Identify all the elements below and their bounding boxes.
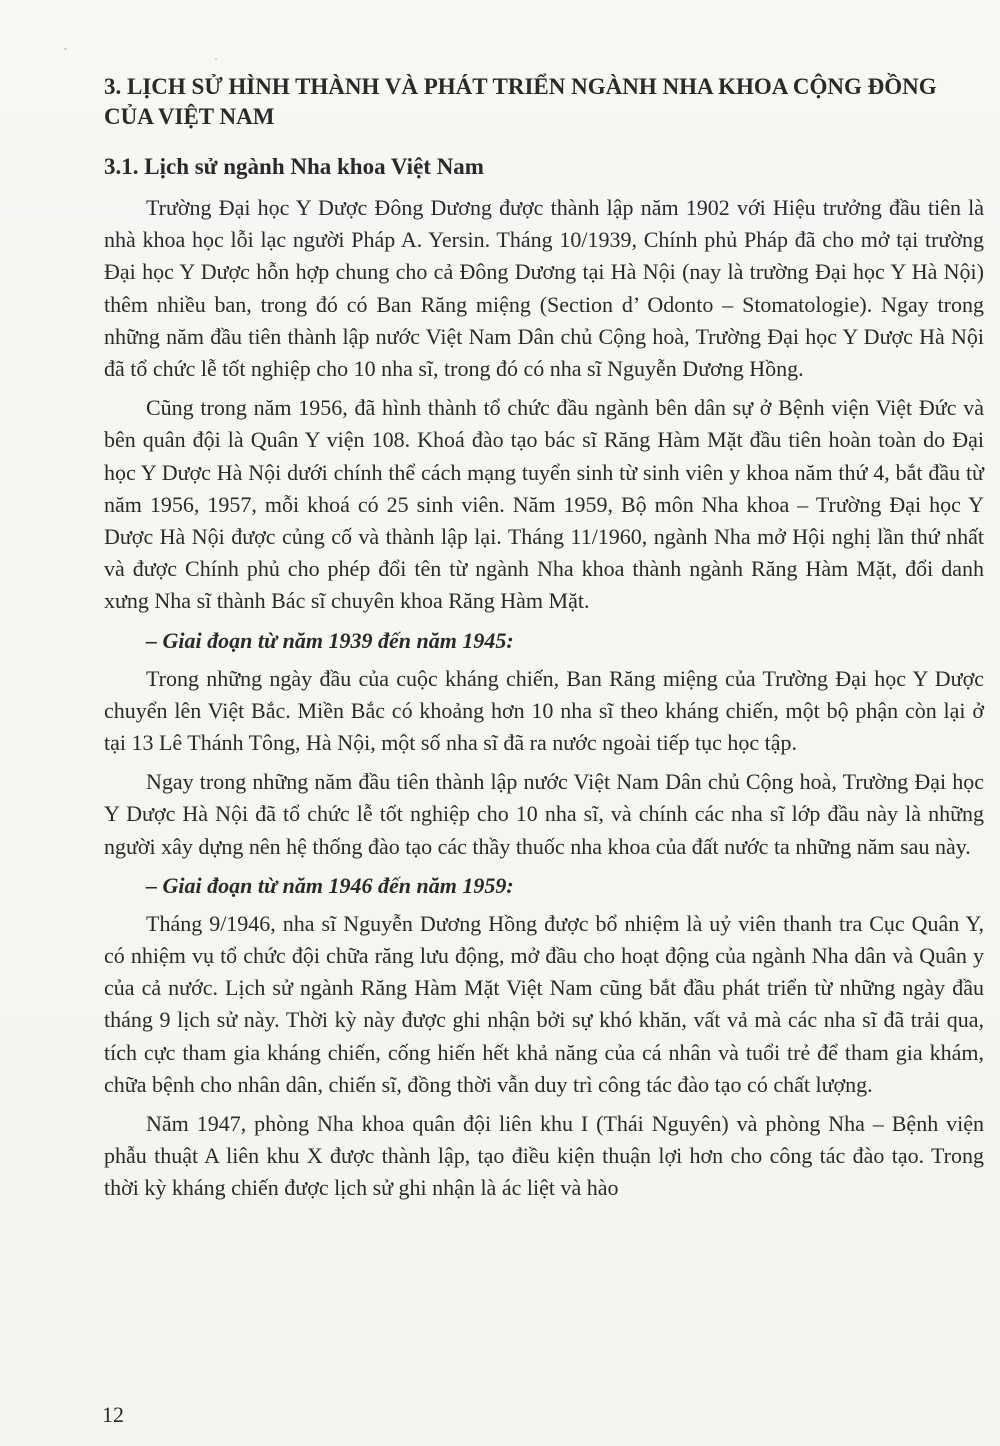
paragraph: Năm 1947, phòng Nha khoa quân đội liên khu I (Thái Nguyên) và phòng Nha – Bệnh viện phẫu thuật A liên khu X được thành lập, tạo điều kiện thuận lợi hơn cho công tác đào tạo. Trong thời kỳ kháng chiến được lịch sử ghi nhận là ác liệt và hào: [104, 1111, 984, 1201]
page-number: 12: [102, 1402, 124, 1427]
paragraph: Trường Đại học Y Dược Đông Dương được thành lập năm 1902 với Hiệu trưởng đầu tiên là nhà khoa học lỗi lạc người Pháp A. Yersin. Tháng 10/1939, Chính phủ Pháp đã cho mở tại trường Đại học Y Dược hỗn hợp chung cho cả Đông Dương tại Hà Nội (nay là trường Đại học Y Hà Nội) thêm nhiều ban, trong đó có Ban Răng miệng (Section d’ Odonto – Stomatologie). Ngay trong những năm đầu tiên thành lập nước Việt Nam Dân chủ Cộng hoà, Trường Đại học Y Dược Hà Nội đã tổ chức lễ tốt nghiệp cho 10 nha sĩ, trong đó có nha sĩ Nguyễn Dương Hồng.: [104, 195, 984, 382]
paper-speck: [64, 48, 67, 50]
paragraph: Tháng 9/1946, nha sĩ Nguyễn Dương Hồng được bổ nhiệm là uỷ viên thanh tra Cục Quân Y, có nhiệm vụ tổ chức đội chữa răng lưu động, mở đầu cho hoạt động của ngành Nha dân và Quân y của cả nước. Lịch sử ngành Răng Hàm Mặt Việt Nam cũng bắt đầu phát triển từ những ngày đầu tháng 9 lịch sử này. Thời kỳ này được ghi nhận bởi sự khó khăn, vất vả mà các nha sĩ đã trải qua, tích cực tham gia kháng chiến, cống hiến hết khả năng của cá nhân và tuổi trẻ để tham gia khám, chữa bệnh cho nhân dân, chiến sĩ, đồng thời vẫn duy trì công tác đào tạo có chất lượng.: [104, 910, 984, 1097]
paragraph: Cũng trong năm 1956, đã hình thành tổ chức đầu ngành bên dân sự ở Bệnh viện Việt Đức và bên quân đội là Quân Y viện 108. Khoá đào tạo bác sĩ Răng Hàm Mặt đầu tiên hoàn toàn do Đại học Y Dược Hà Nội dưới chính thể cách mạng tuyển sinh từ sinh viên y khoa năm thứ 4, bắt đầu từ năm 1956, 1957, mỗi khoá có 25 sinh viên. Năm 1959, Bộ môn Nha khoa – Trường Đại học Y Dược Hà Nội được củng cố và thành lập lại. Tháng 11/1960, ngành Nha mở Hội nghị lần thứ nhất và được Chính phủ cho phép đổi tên từ ngành Nha khoa thành ngành Răng Hàm Mặt, đổi danh xưng Nha sĩ thành Bác sĩ chuyên khoa Răng Hàm Mặt.: [104, 395, 984, 614]
period-heading: – Giai đoạn từ năm 1939 đến năm 1945:: [146, 627, 514, 653]
page-content: [104, 72, 984, 1212]
period-heading: – Giai đoạn từ năm 1946 đến năm 1959:: [146, 872, 514, 898]
paragraph: Trong những ngày đầu của cuộc kháng chiến, Ban Răng miệng của Trường Đại học Y Dược chuyển lên Việt Bắc. Miền Bắc có khoảng hơn 10 nha sĩ theo kháng chiến, một bộ phận còn lại ở tại 13 Lê Thánh Tông, Hà Nội, một số nha sĩ đã ra nước ngoài tiếp tục học tập.: [104, 665, 984, 756]
section-heading: 3. LỊCH SỬ HÌNH THÀNH VÀ PHÁT TRIỂN NGÀNH NHA KHOA CỘNG ĐỒNG CỦA VIỆT NAM: [104, 74, 937, 129]
paragraph: Ngay trong những năm đầu tiên thành lập nước Việt Nam Dân chủ Cộng hoà, Trường Đại học Y Dược Hà Nội đã tổ chức lễ tốt nghiệp cho 10 nha sĩ, và chính các nha sĩ lớp đầu này là những người xây dựng nên hệ thống đào tạo các thầy thuốc nha khoa của đất nước ta những năm sau này.: [104, 769, 984, 859]
subsection-heading: 3.1. Lịch sử ngành Nha khoa Việt Nam: [104, 154, 484, 179]
paper-speck: [215, 58, 217, 60]
